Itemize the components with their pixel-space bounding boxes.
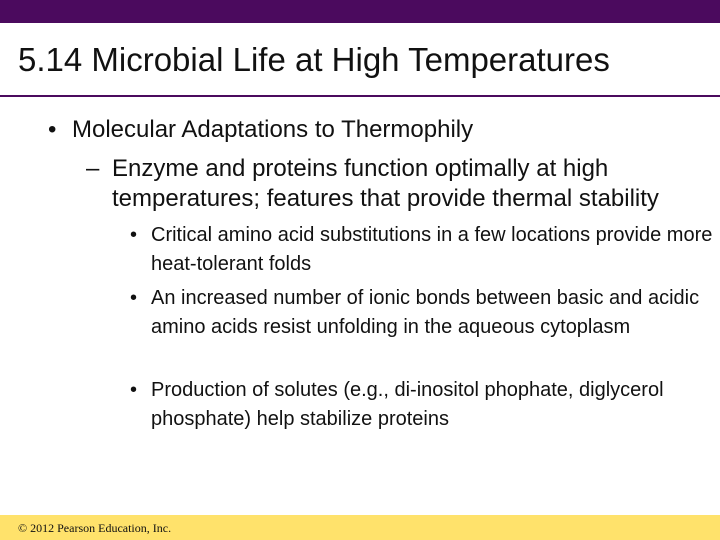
title-divider xyxy=(0,95,720,97)
bullet-text: Critical amino acid substitutions in a few locations provide more heat-tolerant folds xyxy=(151,224,713,275)
bullet-icon: • xyxy=(48,116,57,143)
dash-icon: – xyxy=(86,155,100,182)
bullet-text: Enzyme and proteins function optimally at high temperatures; features that provide thermal stability xyxy=(112,155,659,212)
bullet-text: Molecular Adaptations to Thermophily xyxy=(72,116,474,143)
top-band xyxy=(0,0,720,23)
bullet-level-3 xyxy=(130,376,715,434)
bullet-icon: • xyxy=(130,224,138,246)
bullet-text: Production of solutes (e.g., di-inositol phophate, diglycerol phosphate) help stabilize proteins xyxy=(151,379,664,430)
slide-title: 5.14 Microbial Life at High Temperatures xyxy=(18,41,610,78)
bullet-level-3 xyxy=(130,221,715,279)
bullet-level-1 xyxy=(48,114,473,146)
bullet-icon: • xyxy=(130,287,138,309)
copyright-notice: © 2012 Pearson Education, Inc. xyxy=(18,521,172,535)
bullet-text: An increased number of ionic bonds between basic and acidic amino acids resist unfolding in the aqueous cytoplasm xyxy=(151,287,700,338)
bullet-level-2 xyxy=(86,154,716,214)
bullet-level-3 xyxy=(130,284,715,342)
bullet-icon: • xyxy=(130,379,138,401)
